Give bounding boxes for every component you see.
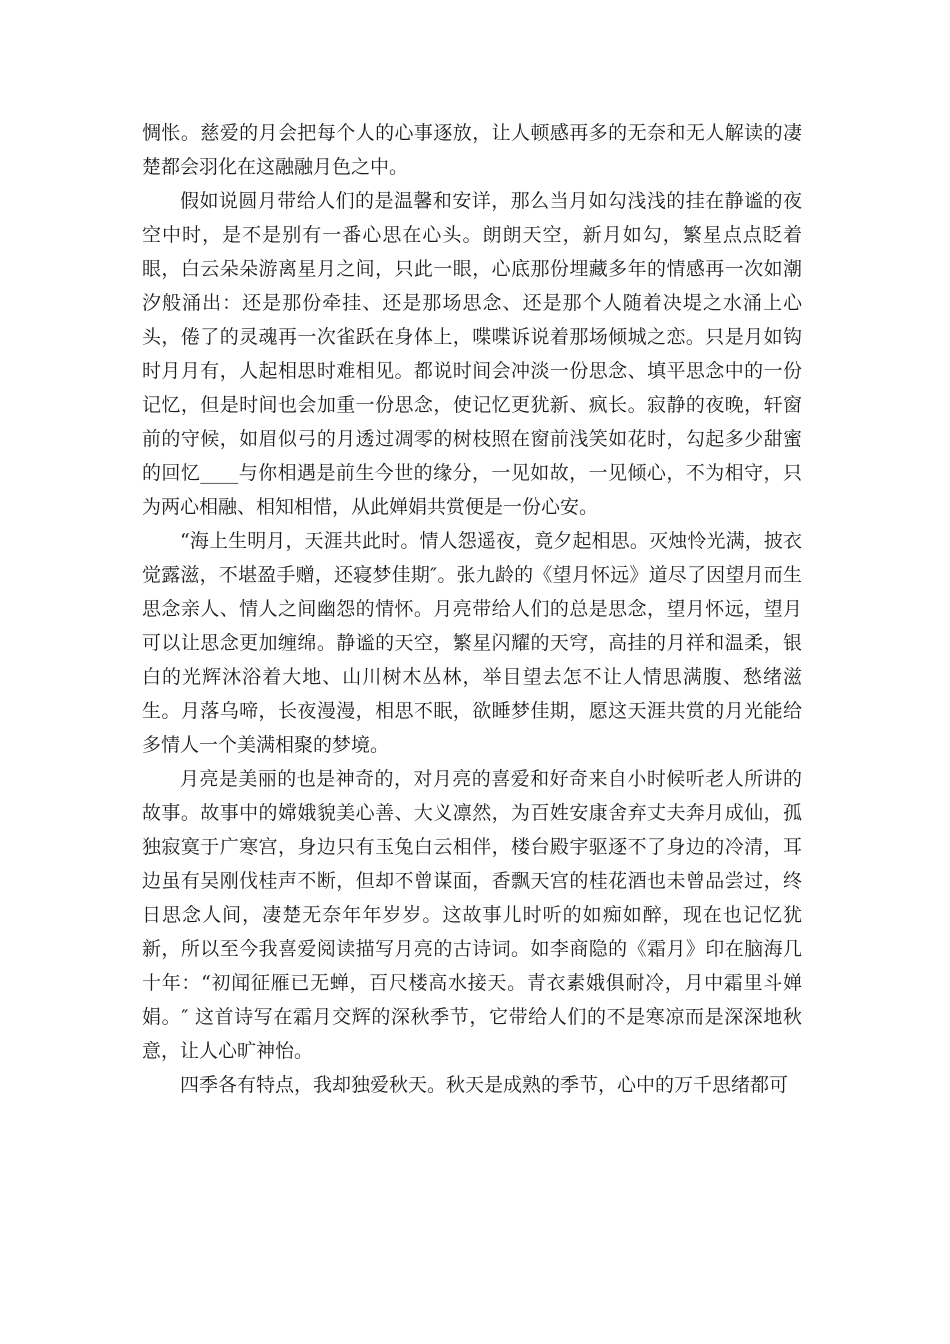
paragraph-4: 月亮是美丽的也是神奇的，对月亮的喜爱和好奇来自小时候听老人所讲的故事。故事中的嫦娥貌美心善、大义凛然，为百姓安康舍弃丈夫奔月成仙，孤独寂寞于广寒宫，身边只有玉兔白云相伴，楼台殿宇驱逐不了身边的冷清，耳边虽有吴刚伐桂声不断，但却不曾谋面，香飘天宫的桂花酒也未曾品尝过，终日思念人间，凄楚无奈年年岁岁。这故事儿时听的如痴如醉，现在也记忆犹新，所以至今我喜爱阅读描写月亮的古诗词。如李商隐的《霜月》印在脑海几十年：“初闻征雁已无蝉，百尺楼高水接天。青衣素娥俱耐冷，月中霜里斗婵娟。″ 这首诗写在霜月交辉的深秋季节，它带给人们的不是寒凉而是深深地秋意，让人心旷神怡。 [142,768,802,1062]
paragraph-1: 惆怅。慈爱的月会把每个人的心事逐放，让人顿感再多的无奈和无人解读的凄楚都会羽化在这融融月色之中。 [142,122,802,178]
paragraph-5: 四季各有特点，我却独爱秋天。秋天是成熟的季节，心中的万千思绪都可 [180,1074,789,1096]
paragraph-3: “海上生明月，天涯共此时。情人怨遥夜，竟夕起相思。灭烛怜光满，披衣觉露滋，不堪盈手赠，还寝梦佳期″。张九龄的《望月怀远》道尽了因望月而生思念亲人、情人之间幽怨的情怀。月亮带给人们的总是思念，望月怀远，望月可以让思念更加缠绵。静谧的天空，繁星闪耀的天穹，高挂的月祥和温柔，银白的光辉沐浴着大地、山川树木丛林，举目望去怎不让人情思满腹、愁绪滋生。月落乌啼，长夜漫漫，相思不眠，欲睡梦佳期，愿这天涯共赏的月光能给多情人一个美满相聚的梦境。 [142,530,802,756]
document-body [142,116,802,1102]
paragraph-2: 假如说圆月带给人们的是温馨和安详，那么当月如勾浅浅的挂在静谧的夜空中时，是不是别有一番心思在心头。朗朗天空，新月如勾，繁星点点眨着眼，白云朵朵游离星月之间，只此一眼，心底那份埋藏多年的情感再一次如潮汐般涌出：还是那份牵挂、还是那场思念、还是那个人随着决堤之水涌上心头，倦了的灵魂再一次雀跃在身体上，喋喋诉说着那场倾城之恋。只是月如钩时月月有，人起相思时难相见。都说时间会冲淡一份思念、填平思念中的一份记忆，但是时间也会加重一份思念，使记忆更犹新、疯长。寂静的夜晚，轩窗前的守候，如眉似弓的月透过凋零的树枝照在窗前浅笑如花时，勾起多少甜蜜的回忆____与你相遇是前生今世的缘分，一见如故，一见倾心，不为相守，只为两心相融、相知相惜，从此婵娟共赏便是一份心安。 [142,190,802,518]
